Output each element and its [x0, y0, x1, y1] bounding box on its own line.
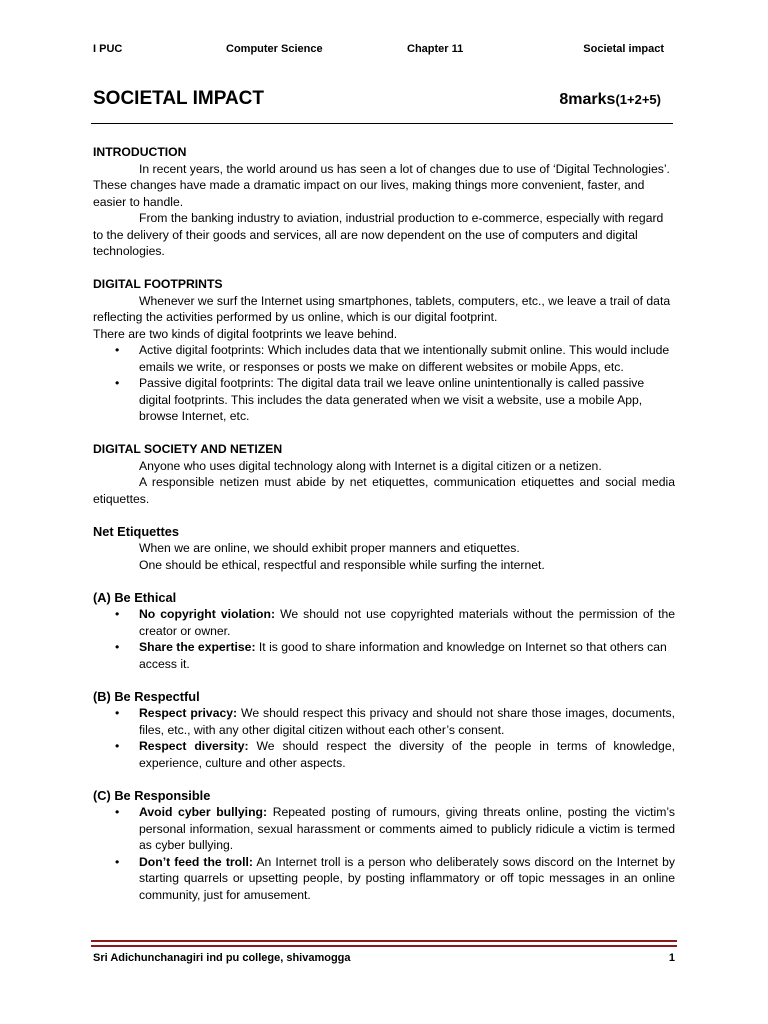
bullet-icon: •	[115, 376, 120, 390]
list-item-text: Repeated posting of rumours, giving threats online, posting the victim’s personal information, sexual harassment or comments aimed to publicly ridicule a victim is termed as cyber bullying.	[139, 805, 675, 852]
list-item	[93, 639, 675, 672]
marks-detail: (1+2+5)	[615, 92, 661, 107]
footer-rule-top	[91, 940, 677, 942]
bullet-icon: •	[115, 343, 120, 357]
net-etiquettes-line-1: When we are online, we should exhibit proper manners and etiquettes.	[139, 541, 520, 555]
list-item-text: An Internet troll is a person who deliberately sows discord on the Internet by starting quarrels or upsetting people, by posting inflammatory or off topic messages in an online community, just for amusement.	[139, 854, 676, 902]
ethical-heading: (A) Be Ethical	[93, 589, 177, 605]
netizen-paragraph-1: Anyone who uses digital technology along with Internet is a digital citizen or a netizen.	[139, 458, 602, 473]
list-item-text: Active digital footprints: Which includes data that we intentionally submit online. This would include emails we write, or responses or posts we make on different websites or mobile Apps, etc.	[139, 343, 670, 374]
footprints-list	[93, 342, 675, 425]
list-item-text: We should respect the diversity of the people in terms of knowledge, experience, culture and other aspects.	[139, 739, 675, 770]
list-item	[93, 854, 675, 904]
intro-paragraph-2: From the banking industry to aviation, industrial production to e-commerce, especially with regard to the delivery of their goods and services, all are now dependent on the use of computers and digital technologies.	[93, 211, 664, 258]
marks-main: 8marks	[559, 91, 616, 108]
list-item	[93, 738, 675, 771]
page-number: 1	[668, 952, 675, 964]
intro-paragraph-1: In recent years, the world around us has seen a lot of changes due to use of ‘Digital Technologies’. These changes have made a dramatic impact on our lives, making things more convenient, faster, and easier to handle.	[93, 161, 670, 209]
list-item-text: We should respect this privacy and should not share those images, documents, files, etc., with any other digital citizen without each other’s consent.	[139, 706, 675, 737]
footprints-heading: DIGITAL FOOTPRINTS	[93, 277, 223, 291]
respectful-list	[93, 705, 675, 771]
running-header	[93, 43, 664, 59]
list-item-term: Respect privacy:	[139, 706, 238, 720]
content-body	[93, 144, 675, 903]
title-row	[93, 88, 673, 116]
list-item-text: Passive digital footprints: The digital data trail we leave online unintentionally is called passive digital footprints. This includes the data generated when we visit a website, use a mobile App, browse Internet, etc.	[139, 376, 645, 423]
list-item	[93, 804, 675, 854]
intro-heading: INTRODUCTION	[93, 145, 187, 159]
responsible-list	[93, 804, 675, 903]
header-topic: Societal impact	[583, 43, 664, 55]
list-item	[93, 342, 675, 375]
ethical-list	[93, 606, 675, 672]
list-item-term: Share the expertise:	[139, 640, 256, 654]
responsible-heading: (C) Be Responsible	[93, 787, 211, 803]
list-item	[93, 705, 675, 738]
list-item-term: Avoid cyber bullying:	[139, 805, 268, 819]
bullet-icon: •	[115, 739, 120, 753]
bullet-icon: •	[115, 854, 120, 869]
list-item	[93, 375, 675, 425]
netizen-paragraph-2: A responsible netizen must abide by net etiquettes, communication etiquettes and social media etiquettes.	[93, 475, 675, 506]
footer-rule-bottom	[91, 945, 677, 947]
netizen-heading: DIGITAL SOCIETY AND NETIZEN	[93, 442, 283, 456]
list-item-text: It is good to share information and knowledge on Internet so that others can access it.	[139, 640, 667, 671]
list-item-term: No copyright violation:	[139, 607, 276, 621]
list-item-text: We should not use copyrighted materials without the permission of the creator or owner.	[139, 607, 676, 638]
net-etiquettes-line-2: One should be ethical, respectful and responsible while surfing the internet.	[139, 557, 545, 572]
list-item-term: Respect diversity:	[139, 739, 249, 753]
list-item	[93, 606, 675, 639]
header-class: I PUC	[93, 43, 123, 55]
bullet-icon: •	[115, 607, 120, 621]
bullet-icon: •	[115, 706, 120, 720]
marks-label	[559, 91, 661, 109]
footprints-paragraph-2: There are two kinds of digital footprints we leave behind.	[93, 326, 398, 341]
running-footer	[93, 952, 675, 964]
footprints-paragraph-1: Whenever we surf the Internet using smartphones, tablets, computers, etc., we leave a trail of data reflecting the activities performed by us online, which is our digital footprint.	[93, 293, 671, 324]
bullet-icon: •	[115, 640, 120, 654]
page-title: SOCIETAL IMPACT	[93, 88, 264, 109]
bullet-icon: •	[115, 805, 120, 819]
net-etiquettes-heading: Net Etiquettes	[93, 523, 180, 539]
header-chapter: Chapter 11	[407, 43, 464, 55]
header-subject: Computer Science	[226, 43, 323, 55]
respectful-heading: (B) Be Respectful	[93, 688, 200, 704]
footer-college: Sri Adichunchanagiri ind pu college, shivamogga	[93, 952, 351, 964]
list-item-term: Don’t feed the troll:	[139, 854, 253, 869]
title-divider	[91, 123, 673, 124]
